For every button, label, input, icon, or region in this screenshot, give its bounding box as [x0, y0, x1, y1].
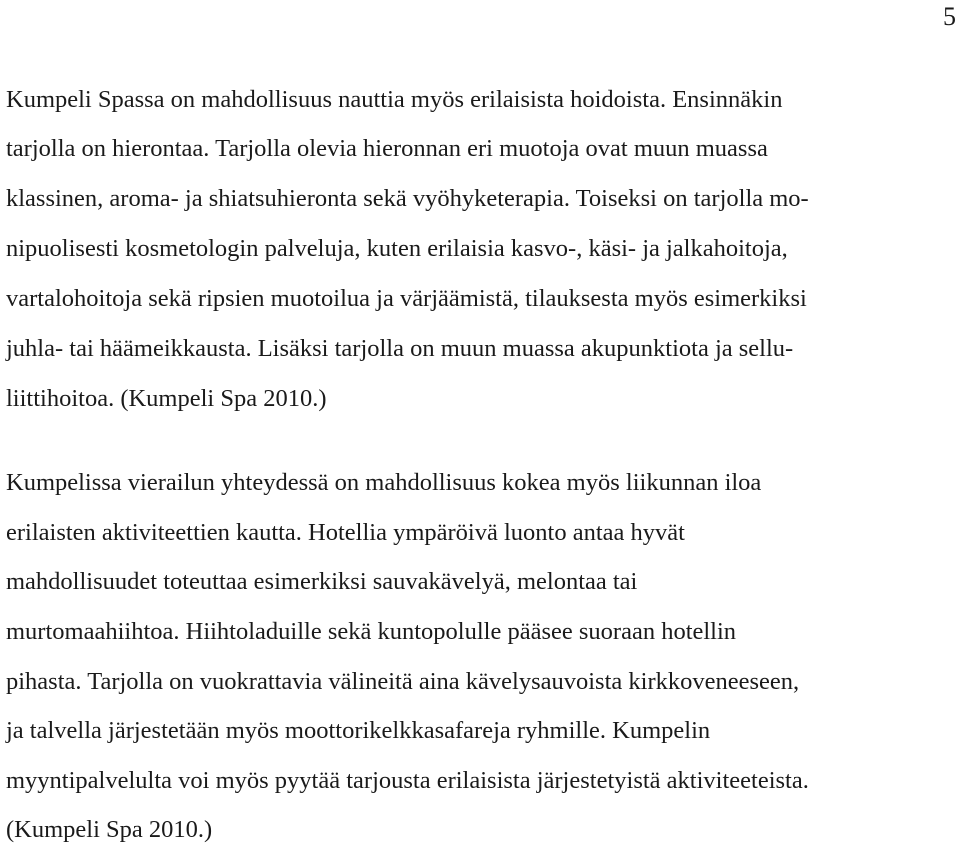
text-line: mahdollisuudet toteuttaa esimerkiksi sauvakävelyä, melontaa tai [6, 568, 638, 595]
text-line: tarjolla on hierontaa. Tarjolla olevia hieronnan eri muotoja ovat muun muassa [6, 135, 768, 162]
text-line: (Kumpeli Spa 2010.) [6, 816, 213, 843]
text-line: liittihoitoa. (Kumpeli Spa 2010.) [6, 385, 327, 412]
text-line: Kumpeli Spassa on mahdollisuus nauttia myös erilaisista hoidoista. Ensinnäkin [6, 86, 783, 113]
text-line: juhla- tai häämeikkausta. Lisäksi tarjolla on muun muassa akupunktiota ja sellu- [6, 335, 794, 362]
page-number: 5 [943, 2, 956, 31]
text-line: erilaisten aktiviteettien kautta. Hotellia ympäröivä luonto antaa hyvät [6, 519, 685, 546]
text-line: murtomaahiihtoa. Hiihtoladuille sekä kuntopolulle pääsee suoraan hotellin [6, 618, 737, 645]
text-line: nipuolisesti kosmetologin palveluja, kuten erilaisia kasvo-, käsi- ja jalkahoitoja, [6, 235, 788, 262]
text-line: myyntipalvelulta voi myös pyytää tarjousta erilaisista järjestetyistä aktiviteeteista. [6, 767, 809, 794]
text-line: klassinen, aroma- ja shiatsuhieronta sekä vyöhyketerapia. Toiseksi on tarjolla mo- [6, 185, 809, 212]
text-line: pihasta. Tarjolla on vuokrattavia välineitä aina kävelysauvoista kirkkoveneeseen, [6, 668, 800, 695]
text-line: Kumpelissa vierailun yhteydessä on mahdollisuus kokea myös liikunnan iloa [6, 469, 762, 496]
text-line: vartalohoitoja sekä ripsien muotoilua ja värjäämistä, tilauksesta myös esimerkiksi [6, 285, 807, 312]
text-line: ja talvella järjestetään myös moottorikelkkasafareja ryhmille. Kumpelin [6, 717, 711, 744]
